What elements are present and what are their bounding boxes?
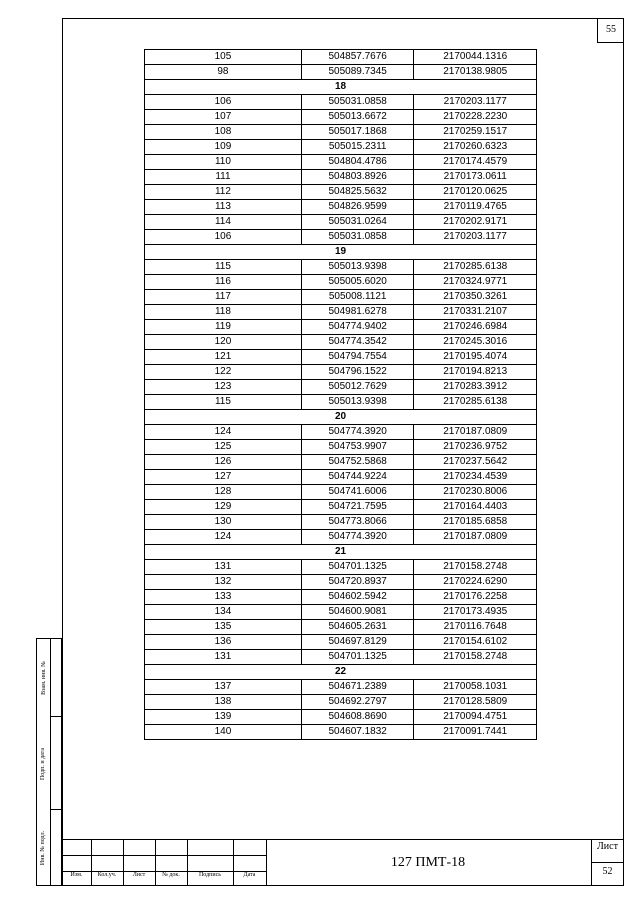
table-row: [145, 425, 537, 440]
point-number: 126: [145, 455, 302, 470]
coord-y: 2170187.0809: [414, 530, 537, 545]
sheet-number: 52: [602, 866, 613, 877]
coord-x: 505005.6020: [301, 275, 414, 290]
coord-x: 504981.6278: [301, 305, 414, 320]
point-number: 117: [145, 290, 302, 305]
point-number: 127: [145, 470, 302, 485]
point-number: 114: [145, 215, 302, 230]
coord-y: 2170128.5809: [414, 695, 537, 710]
coord-y: 2170285.6138: [414, 260, 537, 275]
coord-y: 2170120.0625: [414, 185, 537, 200]
point-number: 115: [145, 395, 302, 410]
coord-y: 2170119.4765: [414, 200, 537, 215]
coord-x: 504602.5942: [301, 590, 414, 605]
table-row: [145, 335, 537, 350]
coord-x: 505015.2311: [301, 140, 414, 155]
coord-y: 2170194.8213: [414, 365, 537, 380]
point-number: 106: [145, 95, 302, 110]
table-row: [145, 470, 537, 485]
group-number: 19: [145, 245, 537, 260]
point-number: 123: [145, 380, 302, 395]
point-number: 133: [145, 590, 302, 605]
coord-y: 2170285.6138: [414, 395, 537, 410]
table-row: [145, 305, 537, 320]
coord-y: 2170174.4579: [414, 155, 537, 170]
point-number: 113: [145, 200, 302, 215]
side-cell-vzam-value: [50, 639, 61, 717]
table-row: [145, 215, 537, 230]
point-number: 124: [145, 425, 302, 440]
table-row: [145, 710, 537, 725]
table-row: [145, 320, 537, 335]
group-number: 21: [145, 545, 537, 560]
coord-x: 504697.8129: [301, 635, 414, 650]
point-number: 120: [145, 335, 302, 350]
table-row: [145, 485, 537, 500]
table-row: [145, 260, 537, 275]
table-row: [145, 605, 537, 620]
coord-x: 505013.9398: [301, 395, 414, 410]
point-number: 131: [145, 560, 302, 575]
table-row: [145, 530, 537, 545]
coord-x: 505012.7629: [301, 380, 414, 395]
sheet-label: Лист: [597, 841, 618, 852]
group-header-row: [145, 665, 537, 680]
coord-x: 504721.7595: [301, 500, 414, 515]
coord-x: 504753.9907: [301, 440, 414, 455]
coord-x: 504671.2389: [301, 680, 414, 695]
table-row: [145, 575, 537, 590]
coord-x: 505017.1868: [301, 125, 414, 140]
table-row: [145, 50, 537, 65]
table-row: [145, 440, 537, 455]
coord-y: 2170154.6102: [414, 635, 537, 650]
table-row: [145, 200, 537, 215]
table-row: [145, 395, 537, 410]
group-number: 20: [145, 410, 537, 425]
point-number: 118: [145, 305, 302, 320]
coord-y: 2170224.6290: [414, 575, 537, 590]
point-number: 119: [145, 320, 302, 335]
table-row: [145, 365, 537, 380]
coord-y: 2170245.3016: [414, 335, 537, 350]
group-header-row: [145, 545, 537, 560]
coord-x: 504600.9081: [301, 605, 414, 620]
coord-x: 504774.3542: [301, 335, 414, 350]
coord-x: 504701.1325: [301, 650, 414, 665]
table-row: [145, 290, 537, 305]
point-number: 132: [145, 575, 302, 590]
coord-x: 504804.4786: [301, 155, 414, 170]
table-row: [145, 155, 537, 170]
coord-y: 2170283.3912: [414, 380, 537, 395]
point-number: 109: [145, 140, 302, 155]
coord-x: 504794.7554: [301, 350, 414, 365]
point-number: 122: [145, 365, 302, 380]
table-row: [145, 170, 537, 185]
group-number: 18: [145, 80, 537, 95]
coord-x: 504752.5868: [301, 455, 414, 470]
coord-y: 2170236.9752: [414, 440, 537, 455]
coord-y: 2170203.1177: [414, 230, 537, 245]
stamp-header-izm: Изм.: [70, 872, 83, 878]
table-row: [145, 515, 537, 530]
coord-y: 2170260.6323: [414, 140, 537, 155]
point-number: 137: [145, 680, 302, 695]
table-row: [145, 620, 537, 635]
coord-y: 2170138.9805: [414, 65, 537, 80]
coord-y: 2170259.1517: [414, 125, 537, 140]
coord-x: 505008.1121: [301, 290, 414, 305]
coord-x: 504774.3920: [301, 530, 414, 545]
coord-x: 504774.3920: [301, 425, 414, 440]
table-row: [145, 560, 537, 575]
coord-y: 2170202.9171: [414, 215, 537, 230]
coord-y: 2170228.2230: [414, 110, 537, 125]
coord-y: 2170350.3261: [414, 290, 537, 305]
table-row: [145, 125, 537, 140]
point-number: 128: [145, 485, 302, 500]
point-number: 136: [145, 635, 302, 650]
table-row: [145, 110, 537, 125]
coord-x: 504741.6006: [301, 485, 414, 500]
coord-y: 2170185.6858: [414, 515, 537, 530]
table-row: [145, 590, 537, 605]
coord-x: 504826.9599: [301, 200, 414, 215]
side-label-vzam: Взам. инв. №: [40, 661, 47, 695]
side-label-inv: Инв. № подл.: [40, 830, 47, 865]
coord-y: 2170091.7441: [414, 725, 537, 740]
coord-x: 505031.0858: [301, 95, 414, 110]
point-number: 98: [145, 65, 302, 80]
group-header-row: [145, 80, 537, 95]
stamp-header-data: Дата: [243, 872, 256, 878]
point-number: 130: [145, 515, 302, 530]
coord-x: 504605.2631: [301, 620, 414, 635]
coord-x: 505031.0264: [301, 215, 414, 230]
coord-y: 2170237.5642: [414, 455, 537, 470]
point-number: 115: [145, 260, 302, 275]
table-row: [145, 380, 537, 395]
coord-y: 2170324.9771: [414, 275, 537, 290]
coord-y: 2170203.1177: [414, 95, 537, 110]
point-number: 129: [145, 500, 302, 515]
coord-x: 504744.9224: [301, 470, 414, 485]
coord-y: 2170044.1316: [414, 50, 537, 65]
point-number: 131: [145, 650, 302, 665]
coord-y: 2170094.4751: [414, 710, 537, 725]
coord-x: 504803.8926: [301, 170, 414, 185]
group-header-row: [145, 245, 537, 260]
coord-y: 2170234.4539: [414, 470, 537, 485]
side-cell-podp-value: [50, 717, 61, 810]
coord-y: 2170173.4935: [414, 605, 537, 620]
document-number: 127 ПМТ-18: [390, 855, 466, 870]
table-row: [145, 65, 537, 80]
coord-x: 504608.8690: [301, 710, 414, 725]
point-number: 134: [145, 605, 302, 620]
coord-x: 504701.1325: [301, 560, 414, 575]
point-number: 106: [145, 230, 302, 245]
coord-y: 2170230.8006: [414, 485, 537, 500]
coord-y: 2170187.0809: [414, 425, 537, 440]
table-row: [145, 500, 537, 515]
coord-y: 2170195.4074: [414, 350, 537, 365]
coord-x: 505013.6672: [301, 110, 414, 125]
coord-x: 504796.1522: [301, 365, 414, 380]
coord-x: 504773.8066: [301, 515, 414, 530]
side-cell-inv-value: [50, 810, 61, 885]
coord-x: 505013.9398: [301, 260, 414, 275]
coord-x: 505089.7345: [301, 65, 414, 80]
point-number: 135: [145, 620, 302, 635]
stamp-header-kol: Кол.уч.: [97, 872, 117, 878]
coordinates-table-body: [145, 50, 537, 740]
table-row: [145, 350, 537, 365]
coord-y: 2170116.7648: [414, 620, 537, 635]
table-row: [145, 680, 537, 695]
top-page-number: 55: [597, 18, 624, 43]
point-number: 140: [145, 725, 302, 740]
table-row: [145, 275, 537, 290]
coord-y: 2170246.6984: [414, 320, 537, 335]
point-number: 112: [145, 185, 302, 200]
coordinates-table: [144, 49, 537, 740]
coord-y: 2170158.2748: [414, 560, 537, 575]
group-header-row: [145, 410, 537, 425]
table-row: [145, 635, 537, 650]
coord-x: 504692.2797: [301, 695, 414, 710]
coord-x: 504774.9402: [301, 320, 414, 335]
point-number: 124: [145, 530, 302, 545]
coord-x: 505031.0858: [301, 230, 414, 245]
point-number: 108: [145, 125, 302, 140]
table-row: [145, 95, 537, 110]
table-row: [145, 455, 537, 470]
point-number: 121: [145, 350, 302, 365]
table-row: [145, 695, 537, 710]
group-number: 22: [145, 665, 537, 680]
point-number: 107: [145, 110, 302, 125]
side-strip: [36, 638, 62, 886]
coord-y: 2170331.2107: [414, 305, 537, 320]
side-label-podp: Подп. и дата: [40, 747, 47, 780]
table-row: [145, 725, 537, 740]
point-number: 110: [145, 155, 302, 170]
coord-x: 504720.8937: [301, 575, 414, 590]
table-row: [145, 650, 537, 665]
table-row: [145, 185, 537, 200]
point-number: 138: [145, 695, 302, 710]
point-number: 105: [145, 50, 302, 65]
stamp-header-list: Лист: [132, 872, 146, 878]
point-number: 116: [145, 275, 302, 290]
coord-y: 2170058.1031: [414, 680, 537, 695]
stamp-header-ndoc: № док.: [162, 872, 180, 878]
stamp-header-podpis: Подпись: [198, 872, 222, 878]
point-number: 111: [145, 170, 302, 185]
table-row: [145, 230, 537, 245]
coord-x: 504857.7676: [301, 50, 414, 65]
coord-x: 504607.1832: [301, 725, 414, 740]
coord-y: 2170164.4403: [414, 500, 537, 515]
coord-y: 2170176.2258: [414, 590, 537, 605]
table-row: [145, 140, 537, 155]
coord-y: 2170173.0611: [414, 170, 537, 185]
point-number: 125: [145, 440, 302, 455]
coord-x: 504825.5632: [301, 185, 414, 200]
point-number: 139: [145, 710, 302, 725]
coord-y: 2170158.2748: [414, 650, 537, 665]
